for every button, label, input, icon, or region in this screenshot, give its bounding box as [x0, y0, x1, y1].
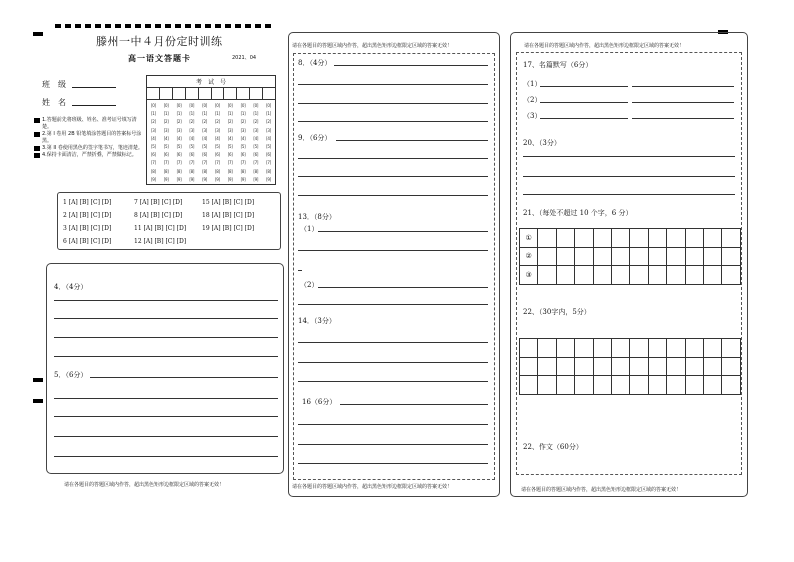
grid-cell[interactable] [538, 248, 556, 267]
exam-id-bubble[interactable]: [0] [227, 103, 233, 108]
mc-item[interactable]: 8 [A] [B] [C] [D] [134, 212, 183, 219]
grid-cell[interactable] [575, 248, 593, 267]
exam-id-bubble[interactable]: [6] [163, 152, 169, 158]
q21-label: 21、（每处不超过 10 个字，6 分） [523, 209, 633, 217]
exam-id-bubble[interactable]: [9] [176, 176, 182, 182]
exam-id-bubble[interactable]: [8] [163, 168, 169, 174]
exam-id-bubble[interactable]: [3] [163, 127, 169, 133]
q17-part2-label: （2） [523, 96, 542, 104]
grid-cell[interactable] [520, 376, 538, 395]
answer-line[interactable] [540, 86, 628, 87]
grid-cell[interactable] [575, 358, 593, 377]
answer-line[interactable] [298, 103, 488, 104]
exam-id-bubble[interactable]: [4] [214, 135, 220, 141]
exam-id-bubble[interactable]: [0] [189, 103, 195, 108]
exam-id-bubble[interactable]: [8] [202, 168, 207, 174]
exam-id-bubble[interactable]: [0] [202, 103, 207, 108]
q22-writing-grid[interactable] [519, 338, 741, 395]
grid-cell[interactable] [722, 229, 740, 248]
grid-cell[interactable] [557, 266, 575, 285]
exam-id-column[interactable] [224, 102, 237, 184]
exam-id-bubble[interactable]: [2] [253, 119, 259, 125]
grid-cell[interactable] [649, 229, 667, 248]
note-3: 3.第 II 卷使用黑色的签字笔书写，笔迹清楚。 [42, 145, 143, 151]
exam-id-column[interactable] [198, 102, 211, 184]
exam-id-bubble[interactable]: [2] [266, 119, 271, 125]
exam-id-bubble[interactable]: [1] [266, 111, 271, 117]
answer-line[interactable] [523, 156, 735, 157]
exam-id-column[interactable] [237, 102, 250, 184]
exam-id-bubble[interactable]: [0] [253, 103, 259, 108]
grid-cell[interactable] [686, 229, 704, 248]
grid-cell[interactable] [630, 266, 648, 285]
exam-id-bubble[interactable]: [7] [214, 160, 220, 166]
answer-line[interactable] [340, 404, 488, 405]
grid-cell[interactable] [538, 376, 556, 395]
exam-id-bubble[interactable]: [4] [163, 135, 169, 141]
class-label: 班 级 [42, 80, 66, 89]
grid-cell[interactable] [686, 266, 704, 285]
answer-line[interactable] [298, 424, 488, 425]
exam-id-bubble[interactable]: [5] [202, 143, 207, 149]
grid-cell[interactable] [630, 339, 648, 358]
answer-line[interactable] [54, 318, 278, 319]
exam-id-bubble[interactable]: [1] [240, 111, 246, 117]
class-field[interactable] [72, 87, 116, 88]
grid-marker: ① [520, 229, 538, 248]
note-4: 4.保持卡面清洁，严禁折叠，严禁做标记。 [42, 152, 137, 158]
warning-text: 请在各题目的答题区域内作答，超出黑色矩形边框限定区域的答案无效！ [64, 482, 225, 488]
answer-line[interactable] [54, 416, 278, 417]
exam-id-bubble[interactable]: [2] [202, 119, 207, 125]
exam-id-column[interactable] [173, 102, 186, 184]
answer-sheet-subtitle: 高一语文答题卡 [128, 53, 191, 63]
answer-line[interactable] [318, 231, 488, 232]
exam-id-bubble[interactable]: [2] [214, 119, 220, 125]
exam-id-bubble[interactable]: [7] [202, 160, 207, 166]
exam-id-bubble[interactable]: [1] [189, 111, 195, 117]
answer-line[interactable] [540, 118, 628, 119]
mc-item[interactable]: 15 [A] [B] [C] [D] [202, 199, 255, 206]
exam-id-bubble[interactable]: [6] [202, 152, 207, 158]
answer-line[interactable] [54, 337, 278, 338]
grid-cell[interactable] [594, 229, 612, 248]
q13-part2-label: （2） [300, 281, 319, 289]
exam-id-bubble[interactable]: [3] [176, 127, 182, 133]
exam-id-bubble[interactable]: [9] [202, 176, 207, 182]
exam-id-bubble[interactable]: [7] [266, 160, 271, 166]
corner-mark-left-mid-2 [33, 399, 43, 403]
q17-label: 17、名篇默写（6分） [523, 61, 593, 69]
q17-part1-label: （1） [523, 80, 542, 88]
exam-id-bubble[interactable]: [2] [163, 119, 169, 125]
grid-cell[interactable] [612, 229, 630, 248]
exam-id-bubble[interactable]: [9] [253, 176, 259, 182]
grid-marker: ② [520, 248, 538, 267]
grid-cell[interactable] [538, 358, 556, 377]
q22-label: 22、（30字内，5分） [523, 308, 591, 316]
answer-line[interactable] [298, 158, 488, 159]
grid-cell[interactable] [722, 266, 740, 285]
grid-cell[interactable] [704, 358, 722, 377]
exam-id-bubble[interactable]: [1] [163, 111, 169, 117]
grid-cell[interactable] [722, 339, 740, 358]
grid-cell[interactable] [704, 248, 722, 267]
answer-line[interactable] [540, 102, 628, 103]
answer-line[interactable] [298, 84, 488, 85]
exam-id-bubble[interactable]: [0] [240, 103, 246, 108]
exam-id-column[interactable] [249, 102, 262, 184]
answer-line[interactable] [298, 342, 488, 343]
exam-id-bubble[interactable]: [6] [240, 152, 246, 158]
grid-cell[interactable] [649, 266, 667, 285]
answer-line[interactable] [298, 121, 488, 122]
grid-cell[interactable] [667, 248, 685, 267]
grid-cell[interactable] [575, 229, 593, 248]
instructions [34, 117, 144, 159]
grid-cell[interactable] [704, 266, 722, 285]
grid-cell[interactable] [704, 339, 722, 358]
mc-item[interactable]: 18 [A] [B] [C] [D] [202, 212, 255, 219]
exam-id-bubble[interactable]: [9] [266, 176, 271, 182]
q8-label: 8．（4分） [298, 59, 332, 67]
exam-id-bubble[interactable]: [6] [266, 152, 271, 158]
grid-cell[interactable] [649, 358, 667, 377]
exam-id-bubble[interactable]: [8] [214, 168, 220, 174]
exam-id-bubble[interactable]: [6] [253, 152, 259, 158]
grid-cell[interactable] [722, 358, 740, 377]
exam-id-bubble[interactable]: [6] [151, 152, 156, 158]
warning-text: 请在各题目的答题区域内作答，超出黑色矩形边框限定区域的答案无效！ [292, 43, 453, 49]
mc-item[interactable]: 11 [A] [B] [C] [D] [134, 225, 187, 232]
warning-text: 请在各题目的答题区域内作答，超出黑色矩形边框限定区域的答案无效！ [524, 43, 685, 49]
grid-cell[interactable] [594, 248, 612, 267]
answer-line[interactable] [54, 398, 278, 399]
exam-id-bubble[interactable]: [8] [266, 168, 271, 174]
exam-id-column[interactable] [262, 102, 275, 184]
note-2: 2.第 I 卷用 2B 铅笔填涂答题目的答案标号涂黑。 [42, 131, 142, 144]
exam-id-bubble[interactable]: [6] [189, 152, 195, 158]
exam-id-bubble[interactable]: [8] [253, 168, 259, 174]
exam-id-bubble[interactable]: [3] [240, 127, 246, 133]
grid-cell[interactable] [520, 358, 538, 377]
answer-line[interactable] [632, 86, 734, 87]
exam-id-bubble[interactable]: [5] [227, 143, 233, 149]
exam-id-bubble[interactable]: [7] [227, 160, 233, 166]
exam-id-bubble[interactable]: [4] [253, 135, 259, 141]
exam-id-bubble[interactable]: [4] [151, 135, 156, 141]
name-field[interactable] [72, 105, 116, 106]
exam-id-bubble[interactable]: [8] [240, 168, 246, 174]
exam-id-bubble[interactable]: [8] [189, 168, 195, 174]
grid-cell[interactable] [649, 339, 667, 358]
exam-id-bubble[interactable]: [4] [202, 135, 207, 141]
answer-line[interactable] [632, 118, 734, 119]
exam-id-bubble[interactable]: [3] [214, 127, 220, 133]
exam-id-bubble[interactable]: [2] [240, 119, 246, 125]
exam-id-bubble[interactable]: [3] [253, 127, 259, 133]
exam-id-bubble[interactable]: [0] [214, 103, 220, 108]
exam-id-bubble[interactable]: [9] [151, 176, 156, 182]
answer-line[interactable] [90, 377, 278, 378]
q13-label: 13．（8分） [298, 213, 336, 221]
exam-id-bubble[interactable]: [0] [163, 103, 169, 108]
exam-title: 滕州一中４月份定时训练 [96, 35, 223, 48]
grid-cell[interactable] [612, 266, 630, 285]
exam-id-bubble[interactable]: [0] [151, 103, 156, 108]
note-1: 1.答题前先将班级、姓名、准考证号填写清楚。 [42, 117, 137, 130]
grid-cell[interactable] [612, 358, 630, 377]
grid-cell[interactable] [594, 358, 612, 377]
multiple-choice-box [57, 192, 281, 250]
grid-cell[interactable] [649, 376, 667, 395]
exam-id-bubble[interactable]: [5] [176, 143, 182, 149]
exam-id-bubble[interactable]: [9] [214, 176, 220, 182]
grid-cell[interactable] [649, 248, 667, 267]
exam-id-bubble[interactable]: [3] [202, 127, 207, 133]
exam-id-bubble[interactable]: [7] [253, 160, 259, 166]
answer-line[interactable] [334, 65, 488, 66]
exam-id-bubble[interactable]: [5] [214, 143, 220, 149]
grid-cell[interactable] [667, 229, 685, 248]
grid-cell[interactable] [667, 358, 685, 377]
warning-text: 请在各题目的答题区域内作答，超出黑色矩形边框限定区域的答案无效！ [521, 487, 682, 493]
exam-id-bubble[interactable]: [6] [176, 152, 182, 158]
exam-id-bubble[interactable]: [0] [176, 103, 182, 108]
answer-line[interactable] [298, 444, 488, 445]
essay-label: 22、作文（60分） [523, 443, 583, 451]
exam-id-bubble[interactable]: [1] [253, 111, 259, 117]
grid-cell[interactable] [520, 339, 538, 358]
answer-line[interactable] [523, 176, 735, 177]
grid-cell[interactable] [704, 376, 722, 395]
exam-id-bubble[interactable]: [4] [176, 135, 182, 141]
exam-id-bubble[interactable]: [1] [227, 111, 233, 117]
answer-line[interactable] [298, 195, 488, 196]
exam-id-bubble[interactable]: [6] [214, 152, 220, 158]
grid-cell[interactable] [594, 266, 612, 285]
answer-region-middle [293, 53, 495, 480]
answer-line[interactable] [632, 102, 734, 103]
answer-line[interactable] [298, 270, 302, 271]
exam-id-bubble[interactable]: [5] [240, 143, 246, 149]
timing-marks [55, 24, 283, 30]
answer-line[interactable] [298, 304, 488, 305]
mc-item[interactable]: 12 [A] [B] [C] [D] [134, 238, 187, 245]
grid-cell[interactable] [575, 339, 593, 358]
grid-cell[interactable] [630, 229, 648, 248]
mc-item[interactable]: 1 [A] [B] [C] [D] [63, 199, 112, 206]
exam-id-bubble[interactable]: [9] [189, 176, 195, 182]
exam-id-bubble[interactable]: [9] [227, 176, 233, 182]
grid-cell[interactable] [538, 229, 556, 248]
grid-cell[interactable] [667, 376, 685, 395]
exam-id-bubble[interactable]: [7] [176, 160, 182, 166]
answer-panel-1 [46, 263, 284, 474]
exam-id-bubble[interactable]: [7] [240, 160, 246, 166]
grid-marker: ③ [520, 266, 538, 285]
answer-line[interactable] [54, 356, 278, 357]
grid-cell[interactable] [704, 229, 722, 248]
exam-id-bubble[interactable]: [7] [189, 160, 195, 166]
exam-id-bubble[interactable]: [8] [151, 168, 156, 174]
grid-cell[interactable] [557, 248, 575, 267]
q5-label: 5．（6分） [54, 371, 88, 379]
exam-id-bubble[interactable]: [3] [189, 127, 195, 133]
grid-cell[interactable] [612, 339, 630, 358]
exam-id-bubble[interactable]: [1] [202, 111, 207, 117]
exam-id-bubble[interactable]: [5] [163, 143, 169, 149]
grid-cell[interactable] [686, 339, 704, 358]
q14-label: 14．（3分） [298, 317, 336, 325]
grid-cell[interactable] [667, 339, 685, 358]
exam-id-bubble[interactable]: [3] [227, 127, 233, 133]
q17-part3-label: （3） [523, 112, 542, 120]
grid-cell[interactable] [538, 339, 556, 358]
grid-cell[interactable] [686, 376, 704, 395]
answer-line[interactable] [54, 456, 278, 457]
grid-cell[interactable] [557, 339, 575, 358]
grid-cell[interactable] [538, 266, 556, 285]
grid-cell[interactable] [612, 248, 630, 267]
q13-part1-label: （1） [300, 225, 319, 233]
exam-date: 2021、04 [232, 55, 257, 61]
grid-cell[interactable] [557, 358, 575, 377]
exam-id-bubble[interactable]: [9] [240, 176, 246, 182]
exam-id-bubble[interactable]: [2] [189, 119, 195, 125]
exam-id-bubble[interactable]: [5] [266, 143, 271, 149]
answer-line[interactable] [298, 463, 488, 464]
exam-id-bubble[interactable]: [4] [189, 135, 195, 141]
mc-item[interactable]: 6 [A] [B] [C] [D] [63, 238, 112, 245]
exam-id-bubble[interactable]: [2] [151, 119, 156, 125]
exam-id-bubble[interactable]: [4] [240, 135, 246, 141]
warning-text: 请在各题目的答题区域内作答，超出黑色矩形边框限定区域的答案无效！ [292, 484, 453, 490]
exam-id-bubble[interactable]: [2] [227, 119, 233, 125]
grid-cell[interactable] [630, 358, 648, 377]
exam-id-bubble[interactable]: [7] [151, 160, 156, 166]
answer-line[interactable] [336, 140, 488, 141]
answer-line[interactable] [54, 300, 278, 301]
exam-id-column[interactable] [211, 102, 224, 184]
grid-cell[interactable] [667, 266, 685, 285]
exam-id-bubble[interactable]: [3] [266, 127, 271, 133]
exam-id-bubble[interactable]: [8] [176, 168, 182, 174]
answer-line[interactable] [523, 194, 735, 195]
name-label: 姓 名 [42, 98, 66, 107]
mc-item[interactable]: 7 [A] [B] [C] [D] [134, 199, 183, 206]
grid-cell[interactable] [594, 376, 612, 395]
exam-id-bubble[interactable]: [8] [227, 168, 233, 174]
exam-id-bubble[interactable]: [1] [176, 111, 182, 117]
grid-cell[interactable] [575, 266, 593, 285]
mc-item[interactable]: 3 [A] [B] [C] [D] [63, 225, 112, 232]
answer-line[interactable] [54, 436, 278, 437]
exam-id-column[interactable] [160, 102, 173, 184]
grid-cell[interactable] [722, 248, 740, 267]
exam-id-bubble[interactable]: [1] [151, 111, 156, 117]
grid-cell[interactable] [722, 376, 740, 395]
exam-id-column[interactable] [147, 102, 160, 184]
grid-cell[interactable] [612, 376, 630, 395]
exam-id-bubble[interactable]: [4] [227, 135, 233, 141]
exam-id-bubble[interactable]: [5] [253, 143, 259, 149]
corner-mark-top-left [33, 32, 43, 36]
exam-id-bubble[interactable]: [5] [189, 143, 195, 149]
exam-id-bubble[interactable]: [0] [266, 103, 271, 108]
q4-label: 4．（4分） [54, 283, 88, 291]
grid-cell[interactable] [686, 358, 704, 377]
exam-id-bubble[interactable]: [9] [163, 176, 169, 182]
q20-label: 20、（3分） [523, 139, 561, 147]
exam-id-bubble[interactable]: [7] [163, 160, 169, 166]
answer-line[interactable] [298, 176, 488, 177]
q9-label: 9．（6分） [298, 134, 332, 142]
exam-id-bubble[interactable]: [2] [176, 119, 182, 125]
answer-line[interactable] [298, 381, 488, 382]
grid-cell[interactable] [594, 339, 612, 358]
grid-cell[interactable] [575, 376, 593, 395]
exam-id-bubble[interactable]: [5] [151, 143, 156, 149]
grid-cell[interactable] [686, 248, 704, 267]
q16-label: 16（6分） [302, 398, 337, 406]
exam-id-bubble[interactable]: [1] [214, 111, 220, 117]
exam-id-grid[interactable] [146, 75, 276, 185]
corner-mark-left-mid-1 [33, 378, 43, 382]
answer-line[interactable] [318, 287, 488, 288]
mc-item[interactable]: 19 [A] [B] [C] [D] [202, 225, 255, 232]
answer-line[interactable] [298, 250, 488, 251]
exam-id-header: 考 试 号 [147, 76, 275, 88]
grid-cell[interactable] [630, 376, 648, 395]
exam-id-bubble[interactable]: [4] [266, 135, 271, 141]
grid-cell[interactable] [557, 376, 575, 395]
exam-id-column[interactable] [185, 102, 198, 184]
answer-line[interactable] [298, 362, 488, 363]
q21-writing-grid[interactable] [519, 228, 741, 285]
grid-cell[interactable] [630, 248, 648, 267]
grid-cell[interactable] [557, 229, 575, 248]
exam-id-bubble[interactable]: [3] [151, 127, 156, 133]
mc-item[interactable]: 2 [A] [B] [C] [D] [63, 212, 112, 219]
exam-id-bubble[interactable]: [6] [227, 152, 233, 158]
